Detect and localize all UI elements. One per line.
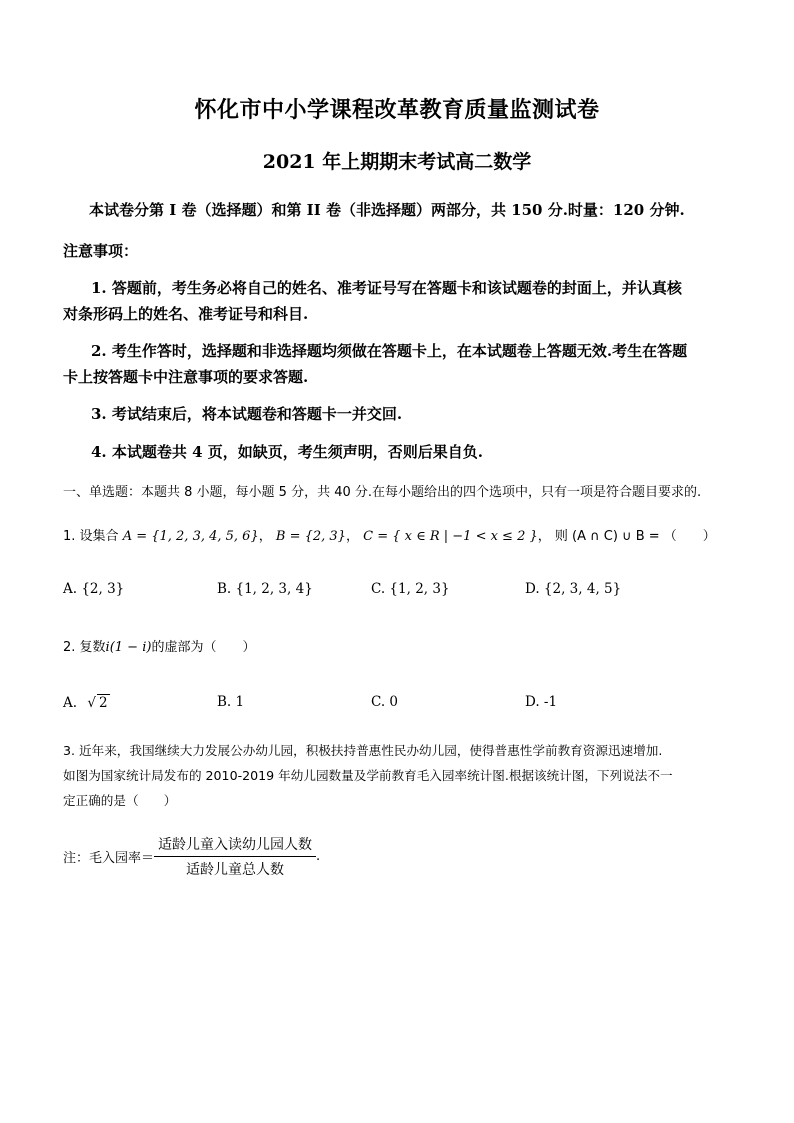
q1-sep-3: ， — [537, 529, 551, 544]
q2-option-c: C. 0 — [371, 694, 399, 710]
q1-option-b: B. {1, 2, 3, 4} — [217, 581, 313, 597]
q1-set-b: B = {2, 3} — [275, 529, 346, 544]
question-1 — [63, 525, 716, 544]
question-3-line-1: 3. 近年来，我国继续大力发展公办幼儿园，积极扶持普惠性民办幼儿园，使得普惠性学前教育资源迅速增加. — [63, 743, 663, 758]
q2-option-a-value: 2 — [98, 695, 108, 711]
note-1-line-2: 对条形码上的姓名、准考证号和科目. — [63, 305, 309, 323]
q2-prefix: 2. 复数 — [63, 640, 106, 655]
q1-prefix: 1. 设集合 — [63, 529, 119, 544]
q2-suffix: 的虚部为（ ） — [151, 640, 256, 655]
notes-heading: 注意事项： — [63, 242, 139, 260]
q2-expr: i(1 − i) — [105, 640, 152, 655]
note-2-line-2: 卡上按答题卡中注意事项的要求答题. — [63, 368, 309, 386]
intro-text: 本试卷分第 I 卷（选择题）和第 II 卷（非选择题）两部分，共 150 分.时量：120 分钟. — [89, 201, 685, 219]
q1-sep-1: ， — [258, 529, 272, 544]
question-3-line-3: 定正确的是（ ） — [63, 793, 177, 808]
q3-note-label: 注：毛入园率＝ — [63, 851, 155, 866]
q1-set-c: C = { x ∈ R | −1 < x ≤ 2 } — [363, 529, 538, 544]
fraction-numerator: 适龄儿童入读幼儿园人数 — [154, 834, 316, 857]
q1-option-d: D. {2, 3, 4, 5} — [525, 581, 622, 597]
note-3: 3. 考试结束后，将本试题卷和答题卡一并交回. — [91, 405, 403, 423]
fraction-denominator: 适龄儿童总人数 — [186, 862, 285, 878]
note-1-line-1: 1. 答题前，考生务必将自己的姓名、准考证号写在答题卡和该试题卷的封面上，并认真核 — [91, 279, 682, 297]
q1-option-c: C. {1, 2, 3} — [371, 581, 450, 597]
q1-option-a: A. {2, 3} — [63, 581, 125, 597]
enrollment-rate-fraction — [154, 834, 316, 879]
note-4: 4. 本试题卷共 4 页，如缺页，考生须声明，否则后果自负. — [91, 443, 483, 461]
exam-title: 怀化市中小学课程改革教育质量监测试卷 — [194, 97, 600, 123]
sqrt-symbol: √ — [87, 695, 96, 711]
q1-set-a: A = {1, 2, 3, 4, 5, 6} — [122, 529, 259, 544]
section-1-heading: 一、单选题：本题共 8 小题，每小题 5 分，共 40 分.在每小题给出的四个选项中，只有一项是符合题目要求的. — [63, 485, 702, 500]
q1-sep-2: ， — [345, 529, 359, 544]
exam-subtitle: 2021 年上期期末考试高二数学 — [262, 151, 532, 173]
q2-option-d: D. -1 — [525, 694, 558, 710]
q3-note-end: . — [316, 849, 321, 864]
note-2-line-1: 2. 考生作答时，选择题和非选择题均须做在答题卡上，在本试题卷上答题无效.考生在答题 — [91, 342, 688, 360]
question-2 — [63, 636, 255, 655]
question-3-line-2: 如图为国家统计局发布的 2010-2019 年幼儿园数量及学前教育毛入园率统计图.根据该统计图，下列说法不一 — [63, 768, 673, 783]
q2-option-a-label: A. — [63, 695, 78, 711]
q2-option-b: B. 1 — [217, 694, 245, 710]
q1-ask: 则 (A ∩ C) ∪ B = （ ） — [554, 529, 716, 544]
q3-note — [63, 834, 320, 879]
q2-option-a — [63, 694, 110, 711]
